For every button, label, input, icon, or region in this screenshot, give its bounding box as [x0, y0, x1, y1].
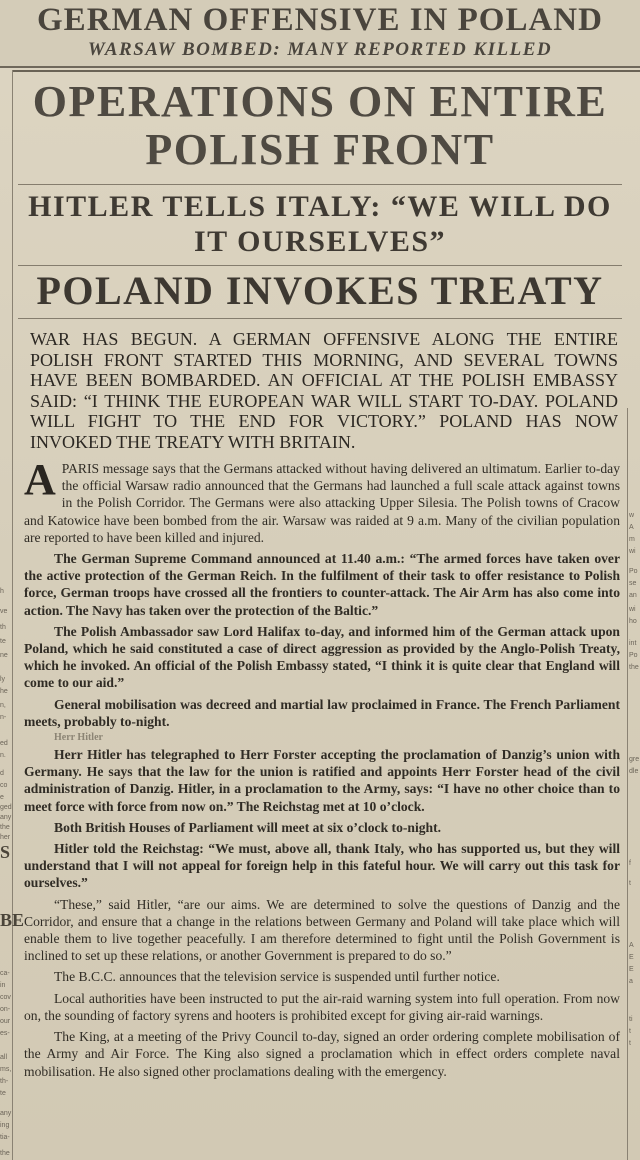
- margin-text: ne: [0, 652, 8, 659]
- paragraph: Hitler told the Reichstag: “We must, above all, thank Italy, who has supported us, but they will understand that I will not appeal for foreign help in this fateful hour. We will carry out this task for ourselves.”: [24, 841, 620, 891]
- margin-text: ged: [0, 804, 12, 811]
- paragraph: Local authorities have been instructed to put the air-raid warning system into full operation. From now on, the sounding of factory syrens and hooters is prohibited except for giving air-raid warnings.: [24, 990, 620, 1023]
- margin-text: ed: [0, 740, 8, 747]
- margin-text: A: [629, 942, 634, 949]
- secondary-headline: HITLER TELLS ITALY: “WE WILL DO IT OURSELVES”: [28, 190, 612, 258]
- margin-text: ms,: [0, 1066, 12, 1073]
- margin-text: dle: [629, 768, 639, 775]
- margin-text: all: [0, 1054, 8, 1061]
- right-column-fragment: [628, 500, 640, 1160]
- top-subhead: WARSAW BOMBED: MANY REPORTED KILLED: [87, 39, 553, 60]
- article-body: [14, 455, 626, 1080]
- paragraph: Herr Hitler has telegraphed to Herr Forster accepting the proclamation of Danzig’s union with Germany. He says that the law for the union is ratified and appoints Herr Forster head of the civil administration of Danzig. Hitler, in a proclamation to the Army, says: “I have no other choice than to meet force with force from now on.” The Reichstag met at 10 o’clock.: [24, 747, 620, 814]
- cropped-line: Herr Hitler: [54, 732, 103, 744]
- margin-text: f: [629, 860, 631, 867]
- top-banner: [0, 0, 640, 68]
- paragraph-text: PARIS message says that the Germans attacked without having delivered an ultimatum. Earlier to-day the official Warsaw radio announced that the Germans had launched a full scale attack against towns in the Polish Corridor. The Germans were also attacking Upper Silesia. The Polish towns of Cracow and Katowice have been bombed from the air. Warsaw was raided at 9 a.m. Many of the civilian population are reported to have been killed and injured.: [24, 461, 620, 545]
- margin-text: gre: [629, 756, 640, 763]
- margin-text: wi: [629, 548, 636, 555]
- column-rule-left: [12, 70, 13, 1160]
- margin-text: te: [0, 1090, 6, 1097]
- margin-text: int: [629, 640, 637, 647]
- margin-text: E: [629, 954, 634, 961]
- margin-text: th: [0, 624, 6, 631]
- divider: [18, 184, 622, 185]
- margin-text: se: [629, 580, 637, 587]
- margin-text: ing: [0, 1122, 10, 1129]
- margin-text: cov: [0, 994, 11, 1001]
- margin-text: a: [629, 978, 633, 985]
- margin-text: wi: [629, 606, 636, 613]
- margin-text: th-: [0, 1078, 9, 1085]
- margin-text: Po: [629, 568, 638, 575]
- margin-text: te: [0, 638, 6, 645]
- margin-text: es-: [0, 1030, 10, 1037]
- margin-text: d: [0, 770, 4, 777]
- top-headline: GERMAN OFFENSIVE IN POLAND: [37, 2, 603, 38]
- margin-text: the: [0, 824, 10, 831]
- margin-text: the: [629, 664, 639, 671]
- margin-text: w: [629, 512, 635, 519]
- tertiary-headline: POLAND INVOKES TREATY: [36, 268, 604, 313]
- margin-text: any: [0, 814, 12, 821]
- margin-text: ti: [629, 1016, 633, 1023]
- left-column-fragment: [0, 80, 25, 1160]
- margin-text: ly: [0, 676, 6, 683]
- margin-text: in: [0, 982, 6, 989]
- margin-text: A: [629, 524, 634, 531]
- margin-text: her: [0, 834, 11, 841]
- margin-text: t: [629, 1028, 631, 1035]
- main-headline: OPERATIONS ON ENTIRE POLISH FRONT: [32, 77, 608, 174]
- paragraph: The B.C.C. announces that the television service is suspended until further notice.: [54, 969, 500, 985]
- margin-text: m: [629, 536, 635, 543]
- margin-text: E: [629, 966, 634, 973]
- lede-paragraph: WAR HAS BEGUN. A GERMAN OFFENSIVE ALONG THE ENTIRE POLISH FRONT STARTED THIS MORNING, AND SEVERAL TOWNS HAVE BEEN BOMBARDED. AN OFFICIAL AT THE POLISH EMBASSY SAID: “I THINK THE EUROPEAN WAR WILL START TO-DAY. POLAND WILL FIGHT TO THE END FOR VICTORY.” POLAND HAS NOW INVOKED THE TREATY WITH BRITAIN.: [30, 329, 618, 452]
- paragraph: The King, at a meeting of the Privy Council to-day, signed an order ordering complete mobilisation of the Army and Air Force. The King also signed a proclamation which in effect orders complete naval mobilisation. He also signed other proclamations dealing with the emergency.: [24, 1029, 620, 1079]
- margin-letter: BE: [0, 910, 25, 930]
- margin-text: the: [0, 1150, 10, 1157]
- margin-text: Po: [629, 652, 638, 659]
- margin-text: he: [0, 688, 8, 695]
- margin-text: co: [0, 782, 8, 789]
- main-article: [14, 72, 626, 1084]
- drop-cap: A: [24, 455, 56, 504]
- margin-text: n,: [0, 702, 6, 709]
- divider: [18, 265, 622, 266]
- paragraph-opening: [24, 455, 620, 546]
- margin-letter: S: [0, 842, 11, 862]
- margin-text: any: [0, 1110, 12, 1117]
- margin-text: t: [629, 1040, 631, 1047]
- paragraph: General mobilisation was decreed and martial law proclaimed in France. The French Parliament meets, probably to-night.: [24, 696, 620, 729]
- paragraph: The German Supreme Command announced at 11.40 a.m.: “The armed forces have taken over the active protection of the German Reich. In the fulfilment of their task to offer resistance to Polish force, German troops have crossed all the frontiers to counter-attack. The Air Arm has also come into action. The Navy has taken over the protection of the Baltic.”: [24, 551, 620, 618]
- margin-text: h: [0, 588, 4, 595]
- margin-text: our: [0, 1018, 11, 1025]
- margin-text: n-: [0, 714, 7, 721]
- margin-text: t: [629, 880, 631, 887]
- margin-text: e: [0, 794, 4, 801]
- paragraph: Both British Houses of Parliament will meet at six o’clock to-night.: [54, 819, 442, 835]
- paragraph: “These,” said Hitler, “are our aims. We are determined to solve the questions of Danzig and the Corridor, and ensure that a change in the relations between Germany and Poland will take place which will enable them to live together peacefully. I am therefore determined to fight until the Polish Government is inclined to set up these relations, or another Government is prepared to do so.”: [24, 896, 620, 964]
- margin-text: ve: [0, 608, 8, 615]
- margin-text: tia-: [0, 1134, 10, 1141]
- margin-text: ho: [629, 618, 637, 625]
- margin-text: on-: [0, 1006, 11, 1013]
- margin-text: an: [629, 592, 637, 599]
- margin-text: n.: [0, 752, 6, 759]
- margin-text: ca-: [0, 970, 10, 977]
- paragraph: The Polish Ambassador saw Lord Halifax to-day, and informed him of the German attack upon Poland, which he said constituted a case of direct aggression as provided by the Anglo-Polish Treaty, which he invoked. An official of the Polish Embassy stated, “I think it is quite clear that England will come to our aid.”: [24, 623, 620, 691]
